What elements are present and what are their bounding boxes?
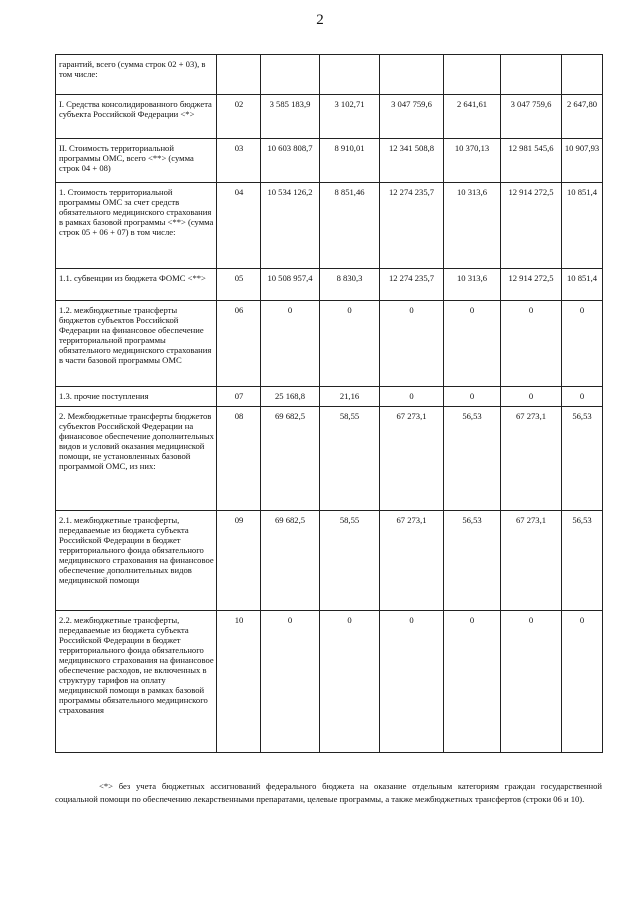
row-code: 04 xyxy=(217,183,261,269)
value-cell: 10 313,6 xyxy=(444,269,501,301)
value-cell: 2 647,80 xyxy=(562,95,603,139)
row-label: 2. Межбюджетные трансферты бюджетов субъектов Российской Федерации на финансовое обеспечение дополнительных видов и условий оказания медицинской помощи, не установленных базовой программой ОМС, из них: xyxy=(56,407,217,511)
table-row xyxy=(56,55,603,95)
value-cell: 0 xyxy=(501,301,562,387)
table-row xyxy=(56,183,603,269)
row-label: I. Средства консолидированного бюджета субъекта Российской Федерации <*> xyxy=(56,95,217,139)
value-cell: 0 xyxy=(562,301,603,387)
value-cell: 10 370,13 xyxy=(444,139,501,183)
value-cell xyxy=(501,55,562,95)
value-cell xyxy=(261,55,320,95)
value-cell: 10 508 957,4 xyxy=(261,269,320,301)
value-cell xyxy=(562,55,603,95)
value-cell: 0 xyxy=(320,301,380,387)
row-code: 05 xyxy=(217,269,261,301)
value-cell: 12 914 272,5 xyxy=(501,183,562,269)
row-label: 1.2. межбюджетные трансферты бюджетов субъектов Российской Федерации на финансовое обеспечение территориальной программы обязательного медицинского страхования в части базовой программы ОМС xyxy=(56,301,217,387)
value-cell: 12 914 272,5 xyxy=(501,269,562,301)
value-cell: 10 603 808,7 xyxy=(261,139,320,183)
budget-table xyxy=(55,54,603,753)
value-cell: 3 047 759,6 xyxy=(380,95,444,139)
row-code: 09 xyxy=(217,511,261,611)
table-row xyxy=(56,511,603,611)
table-row xyxy=(56,269,603,301)
value-cell: 69 682,5 xyxy=(261,407,320,511)
value-cell: 8 851,46 xyxy=(320,183,380,269)
page-number: 2 xyxy=(316,12,324,28)
row-label: 2.2. межбюджетные трансферты, передаваемые из бюджета субъекта Российской Федерации в бюджет территориального фонда обязательного медицинского страхования на финансовое обеспечение расходов, не включенных в структуру тарифов на оплату медицинской помощи в рамках базовой программы обязательного медицинского страхования xyxy=(56,611,217,753)
value-cell: 58,55 xyxy=(320,407,380,511)
value-cell: 0 xyxy=(501,387,562,407)
value-cell: 12 341 508,8 xyxy=(380,139,444,183)
value-cell: 67 273,1 xyxy=(501,511,562,611)
table-row xyxy=(56,95,603,139)
table-row xyxy=(56,301,603,387)
row-label: гарантий, всего (сумма строк 02 + 03), в том числе: xyxy=(56,55,217,95)
row-label: 1.1. субвенции из бюджета ФОМС <**> xyxy=(56,269,217,301)
value-cell: 12 981 545,6 xyxy=(501,139,562,183)
value-cell: 0 xyxy=(562,611,603,753)
value-cell: 12 274 235,7 xyxy=(380,183,444,269)
value-cell xyxy=(444,55,501,95)
value-cell: 3 047 759,6 xyxy=(501,95,562,139)
value-cell xyxy=(320,55,380,95)
row-label: II. Стоимость территориальной программы ОМС, всего <**> (сумма строк 04 + 08) xyxy=(56,139,217,183)
value-cell: 10 313,6 xyxy=(444,183,501,269)
value-cell: 10 534 126,2 xyxy=(261,183,320,269)
value-cell: 0 xyxy=(380,301,444,387)
value-cell: 0 xyxy=(444,301,501,387)
value-cell: 10 907,93 xyxy=(562,139,603,183)
table-row xyxy=(56,611,603,753)
footnote: <*> без учета бюджетных ассигнований федерального бюджета на оказание отдельным категориям граждан государственной социальной помощи по обеспечению лекарственными препаратами, целевые программы, а также межбюджетных трансфертов (строки 06 и 10). xyxy=(55,781,602,804)
value-cell: 58,55 xyxy=(320,511,380,611)
value-cell: 0 xyxy=(444,387,501,407)
row-label: 1.3. прочие поступления xyxy=(56,387,217,407)
value-cell: 0 xyxy=(261,611,320,753)
table-row xyxy=(56,139,603,183)
row-code: 03 xyxy=(217,139,261,183)
value-cell: 3 102,71 xyxy=(320,95,380,139)
row-code: 10 xyxy=(217,611,261,753)
row-label: 2.1. межбюджетные трансферты, передаваемые из бюджета субъекта Российской Федерации в бюджет территориального фонда обязательного медицинского страхования на финансовое обеспечение дополнительных видов медицинской помощи xyxy=(56,511,217,611)
table-row xyxy=(56,387,603,407)
value-cell: 56,53 xyxy=(562,407,603,511)
value-cell: 3 585 183,9 xyxy=(261,95,320,139)
row-code xyxy=(217,55,261,95)
row-code: 06 xyxy=(217,301,261,387)
value-cell: 56,53 xyxy=(444,511,501,611)
value-cell: 0 xyxy=(501,611,562,753)
value-cell: 25 168,8 xyxy=(261,387,320,407)
value-cell: 10 851,4 xyxy=(562,269,603,301)
value-cell: 21,16 xyxy=(320,387,380,407)
row-label: 1. Стоимость территориальной программы ОМС за счет средств обязательного медицинского страхования в рамках базовой программы <**> (сумма строк 05 + 06 + 07) в том числе: xyxy=(56,183,217,269)
value-cell: 0 xyxy=(320,611,380,753)
value-cell: 0 xyxy=(380,387,444,407)
table-row xyxy=(56,407,603,511)
value-cell: 67 273,1 xyxy=(380,511,444,611)
value-cell: 8 910,01 xyxy=(320,139,380,183)
value-cell xyxy=(380,55,444,95)
value-cell: 67 273,1 xyxy=(380,407,444,511)
value-cell: 0 xyxy=(380,611,444,753)
value-cell: 67 273,1 xyxy=(501,407,562,511)
value-cell: 0 xyxy=(261,301,320,387)
row-code: 08 xyxy=(217,407,261,511)
value-cell: 12 274 235,7 xyxy=(380,269,444,301)
value-cell: 10 851,4 xyxy=(562,183,603,269)
value-cell: 2 641,61 xyxy=(444,95,501,139)
row-code: 02 xyxy=(217,95,261,139)
value-cell: 0 xyxy=(562,387,603,407)
value-cell: 56,53 xyxy=(444,407,501,511)
value-cell: 69 682,5 xyxy=(261,511,320,611)
value-cell: 0 xyxy=(444,611,501,753)
row-code: 07 xyxy=(217,387,261,407)
value-cell: 56,53 xyxy=(562,511,603,611)
value-cell: 8 830,3 xyxy=(320,269,380,301)
